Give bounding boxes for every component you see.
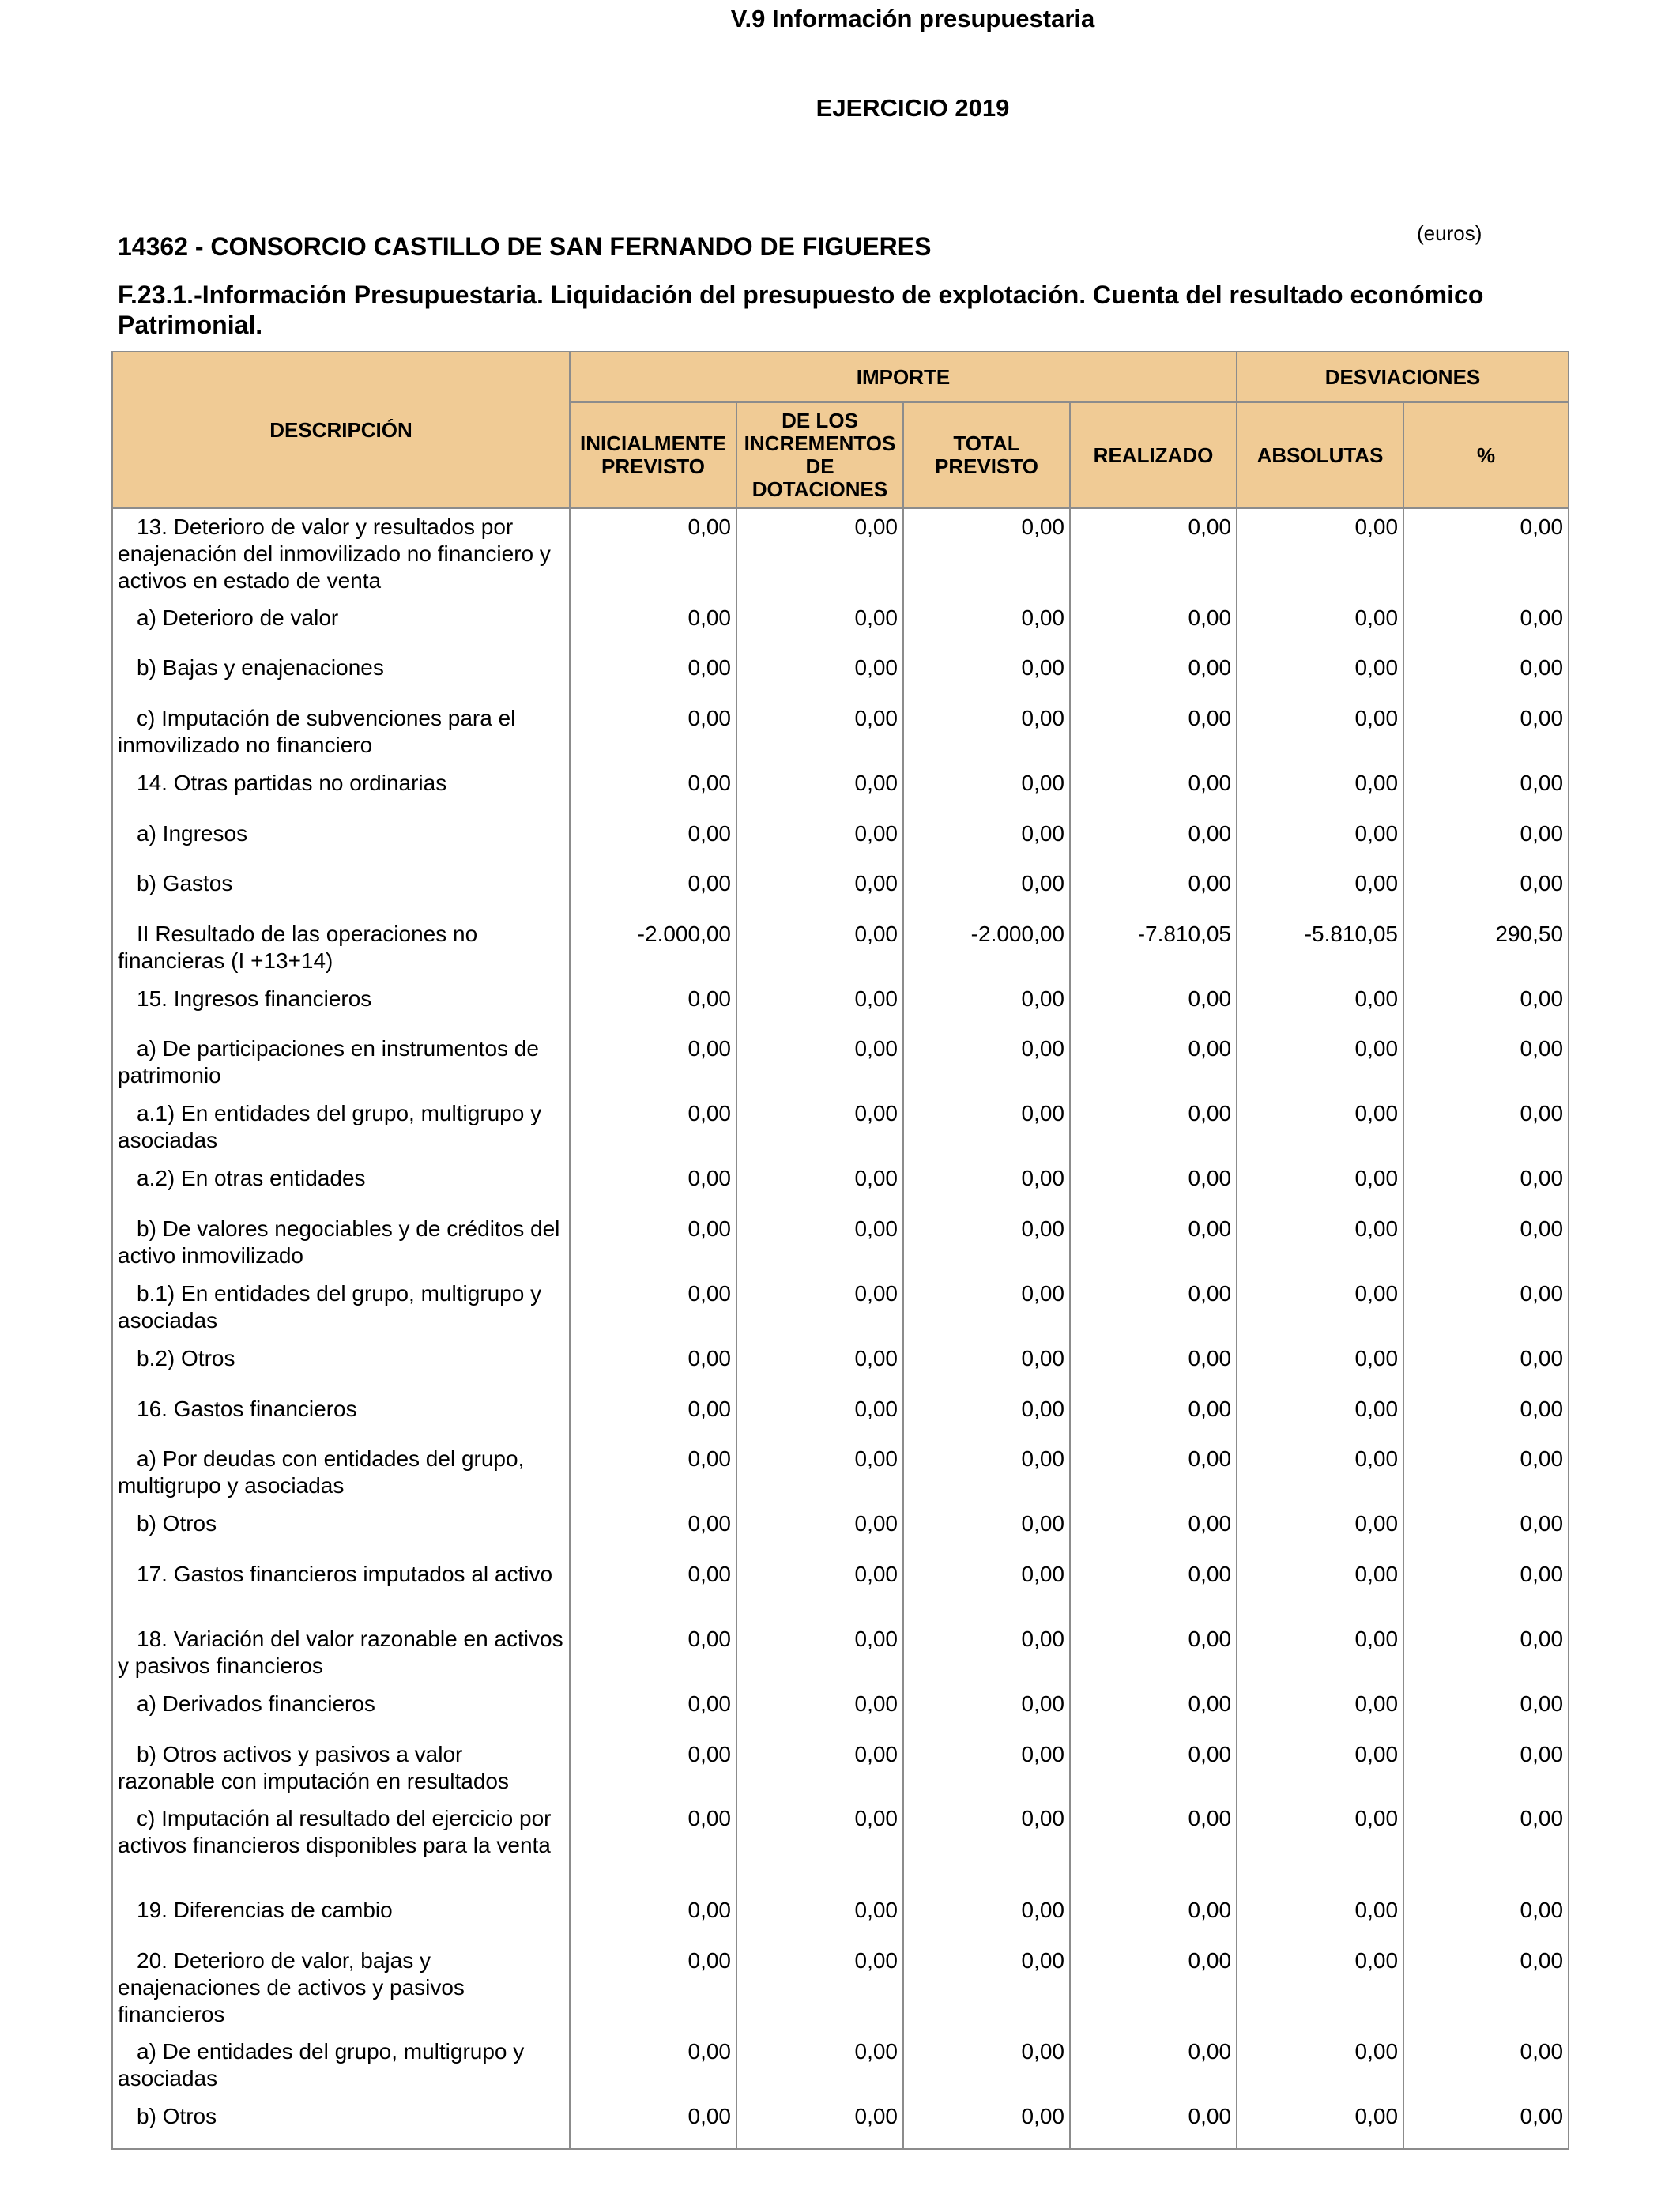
header-total-previsto: TOTAL PREVISTO (903, 402, 1070, 508)
cell-realizado: 0,00 (1070, 1736, 1237, 1800)
header-importe: IMPORTE (570, 352, 1237, 402)
row-description (112, 1276, 570, 1340)
cell-incrementos-dotaciones: 0,00 (736, 816, 903, 865)
cell-incrementos-dotaciones: 0,00 (736, 1686, 903, 1736)
cell-incrementos-dotaciones: 0,00 (736, 1160, 903, 1211)
cell-total-previsto: 0,00 (903, 1686, 1070, 1736)
row-description (112, 1031, 570, 1095)
cell-inicialmente-previsto: 0,00 (570, 700, 736, 765)
cell-realizado: 0,00 (1070, 700, 1237, 765)
row-description (112, 650, 570, 700)
header-realizado: REALIZADO (1070, 402, 1237, 508)
table-row (112, 981, 1569, 1031)
cell-incrementos-dotaciones: 0,00 (736, 2098, 903, 2149)
cell-total-previsto: 0,00 (903, 1095, 1070, 1160)
cell-realizado: 0,00 (1070, 1892, 1237, 1943)
row-description-text: b) De valores negociables y de créditos del activo inmovilizado (118, 1216, 560, 1268)
cell-percent: 0,00 (1403, 1686, 1569, 1736)
cell-inicialmente-previsto: 0,00 (570, 816, 736, 865)
cell-inicialmente-previsto: 0,00 (570, 1340, 736, 1391)
cell-absolutas: 0,00 (1237, 1276, 1403, 1340)
cell-absolutas: 0,00 (1237, 1340, 1403, 1391)
cell-inicialmente-previsto: 0,00 (570, 1095, 736, 1160)
cell-incrementos-dotaciones: 0,00 (736, 1391, 903, 1441)
cell-absolutas: 0,00 (1237, 1943, 1403, 2034)
cell-total-previsto: 0,00 (903, 1211, 1070, 1276)
table-row (112, 1095, 1569, 1160)
cell-realizado: 0,00 (1070, 650, 1237, 700)
cell-incrementos-dotaciones: 0,00 (736, 981, 903, 1031)
table-row (112, 700, 1569, 765)
cell-incrementos-dotaciones: 0,00 (736, 916, 903, 981)
cell-incrementos-dotaciones: 0,00 (736, 1943, 903, 2034)
cell-percent: 0,00 (1403, 2034, 1569, 2098)
cell-realizado: 0,00 (1070, 981, 1237, 1031)
cell-total-previsto: 0,00 (903, 2034, 1070, 2098)
cell-percent: 0,00 (1403, 765, 1569, 816)
row-description (112, 1160, 570, 1211)
cell-percent: 0,00 (1403, 1211, 1569, 1276)
exercise-title: EJERCICIO 2019 (816, 94, 1010, 122)
table-row (112, 1800, 1569, 1892)
cell-incrementos-dotaciones: 0,00 (736, 1736, 903, 1800)
table-row (112, 865, 1569, 916)
cell-percent: 0,00 (1403, 1556, 1569, 1621)
table-row (112, 1211, 1569, 1276)
cell-total-previsto: 0,00 (903, 1506, 1070, 1556)
cell-realizado: 0,00 (1070, 508, 1237, 600)
cell-inicialmente-previsto: 0,00 (570, 1943, 736, 2034)
cell-incrementos-dotaciones: 0,00 (736, 700, 903, 765)
cell-inicialmente-previsto: 0,00 (570, 2098, 736, 2149)
cell-inicialmente-previsto: 0,00 (570, 1686, 736, 1736)
table-row (112, 1736, 1569, 1800)
cell-inicialmente-previsto: 0,00 (570, 865, 736, 916)
cell-realizado: 0,00 (1070, 1391, 1237, 1441)
entity-title: 14362 - CONSORCIO CASTILLO DE SAN FERNANDO DE FIGUERES (118, 232, 932, 261)
cell-realizado: 0,00 (1070, 1556, 1237, 1621)
cell-total-previsto: 0,00 (903, 865, 1070, 916)
cell-realizado: 0,00 (1070, 2098, 1237, 2149)
cell-incrementos-dotaciones: 0,00 (736, 1892, 903, 1943)
row-description-text: b) Otros (137, 2104, 217, 2128)
table-row (112, 765, 1569, 816)
row-description-text: II Resultado de las operaciones no financieras (I +13+14) (118, 922, 478, 973)
cell-absolutas: 0,00 (1237, 1095, 1403, 1160)
cell-inicialmente-previsto: 0,00 (570, 1160, 736, 1211)
cell-inicialmente-previsto: 0,00 (570, 1621, 736, 1686)
table-row (112, 1340, 1569, 1391)
row-description-text: a.2) En otras entidades (137, 1166, 366, 1190)
cell-incrementos-dotaciones: 0,00 (736, 865, 903, 916)
table-row (112, 1160, 1569, 1211)
cell-inicialmente-previsto: -2.000,00 (570, 916, 736, 981)
cell-absolutas: 0,00 (1237, 816, 1403, 865)
budget-table (111, 351, 1569, 2150)
row-description (112, 1506, 570, 1556)
table-row (112, 1441, 1569, 1506)
cell-absolutas: 0,00 (1237, 600, 1403, 650)
row-description (112, 1800, 570, 1892)
cell-total-previsto: 0,00 (903, 700, 1070, 765)
row-description (112, 816, 570, 865)
cell-percent: 0,00 (1403, 1160, 1569, 1211)
cell-absolutas: 0,00 (1237, 981, 1403, 1031)
cell-total-previsto: 0,00 (903, 1391, 1070, 1441)
row-description-text: 17. Gastos financieros imputados al activo (137, 1562, 553, 1586)
cell-percent: 0,00 (1403, 1943, 1569, 2034)
table-row (112, 2098, 1569, 2149)
cell-total-previsto: -2.000,00 (903, 916, 1070, 981)
cell-total-previsto: 0,00 (903, 1340, 1070, 1391)
row-description (112, 765, 570, 816)
header-incrementos-dotaciones: DE LOS INCREMENTOS DE DOTACIONES (736, 402, 903, 508)
cell-total-previsto: 0,00 (903, 1736, 1070, 1800)
table-row (112, 2034, 1569, 2098)
header-desviaciones: DESVIACIONES (1237, 352, 1569, 402)
table-row (112, 916, 1569, 981)
cell-incrementos-dotaciones: 0,00 (736, 600, 903, 650)
row-description (112, 1095, 570, 1160)
table-row (112, 1391, 1569, 1441)
row-description-text: c) Imputación de subvenciones para el inmovilizado no financiero (118, 706, 516, 757)
cell-total-previsto: 0,00 (903, 816, 1070, 865)
cell-percent: 0,00 (1403, 981, 1569, 1031)
cell-total-previsto: 0,00 (903, 1441, 1070, 1506)
table-row (112, 1031, 1569, 1095)
row-description (112, 1943, 570, 2034)
cell-incrementos-dotaciones: 0,00 (736, 1556, 903, 1621)
cell-absolutas: 0,00 (1237, 765, 1403, 816)
table-row (112, 1621, 1569, 1686)
cell-realizado: 0,00 (1070, 1441, 1237, 1506)
cell-percent: 0,00 (1403, 1506, 1569, 1556)
header-absolutas: ABSOLUTAS (1237, 402, 1403, 508)
cell-inicialmente-previsto: 0,00 (570, 1556, 736, 1621)
cell-realizado: 0,00 (1070, 1031, 1237, 1095)
cell-inicialmente-previsto: 0,00 (570, 508, 736, 600)
row-description-text: a) De participaciones en instrumentos de patrimonio (118, 1036, 539, 1088)
table-row (112, 1276, 1569, 1340)
cell-realizado: 0,00 (1070, 1506, 1237, 1556)
table-row (112, 600, 1569, 650)
cell-total-previsto: 0,00 (903, 1943, 1070, 2034)
cell-inicialmente-previsto: 0,00 (570, 1211, 736, 1276)
cell-absolutas: 0,00 (1237, 1621, 1403, 1686)
table-row (112, 816, 1569, 865)
row-description-text: 13. Deterioro de valor y resultados por enajenación del inmovilizado no financiero y activos en estado de venta (118, 515, 551, 593)
cell-inicialmente-previsto: 0,00 (570, 600, 736, 650)
cell-inicialmente-previsto: 0,00 (570, 2034, 736, 2098)
row-description (112, 1736, 570, 1800)
cell-absolutas: 0,00 (1237, 1506, 1403, 1556)
table-header (112, 352, 1569, 508)
row-description (112, 1686, 570, 1736)
cell-absolutas: -5.810,05 (1237, 916, 1403, 981)
header-percent: % (1403, 402, 1569, 508)
cell-absolutas: 0,00 (1237, 865, 1403, 916)
cell-absolutas: 0,00 (1237, 1031, 1403, 1095)
row-description-text: 16. Gastos financieros (137, 1397, 357, 1421)
cell-percent: 0,00 (1403, 2098, 1569, 2149)
cell-incrementos-dotaciones: 0,00 (736, 650, 903, 700)
cell-inicialmente-previsto: 0,00 (570, 1031, 736, 1095)
section-title: V.9 Información presupuestaria (730, 5, 1095, 32)
cell-realizado: 0,00 (1070, 600, 1237, 650)
cell-total-previsto: 0,00 (903, 1892, 1070, 1943)
cell-total-previsto: 0,00 (903, 1160, 1070, 1211)
row-description (112, 2034, 570, 2098)
cell-percent: 0,00 (1403, 1340, 1569, 1391)
cell-absolutas: 0,00 (1237, 2098, 1403, 2149)
cell-total-previsto: 0,00 (903, 981, 1070, 1031)
table-row (112, 1943, 1569, 2034)
cell-realizado: 0,00 (1070, 1621, 1237, 1686)
row-description-text: b.2) Otros (137, 1346, 235, 1370)
cell-inicialmente-previsto: 0,00 (570, 1892, 736, 1943)
cell-total-previsto: 0,00 (903, 1556, 1070, 1621)
row-description (112, 916, 570, 981)
cell-realizado: 0,00 (1070, 1160, 1237, 1211)
cell-percent: 0,00 (1403, 1736, 1569, 1800)
cell-incrementos-dotaciones: 0,00 (736, 1621, 903, 1686)
row-description-text: a) De entidades del grupo, multigrupo y asociadas (118, 2039, 525, 2090)
row-description (112, 1340, 570, 1391)
row-description-text: b) Otros activos y pasivos a valor razonable con imputación en resultados (118, 1742, 509, 1793)
cell-percent: 0,00 (1403, 1031, 1569, 1095)
cell-absolutas: 0,00 (1237, 700, 1403, 765)
cell-absolutas: 0,00 (1237, 1441, 1403, 1506)
cell-absolutas: 0,00 (1237, 1160, 1403, 1211)
table-row (112, 650, 1569, 700)
row-description (112, 508, 570, 600)
cell-realizado: -7.810,05 (1070, 916, 1237, 981)
cell-percent: 0,00 (1403, 508, 1569, 600)
table-row (112, 1892, 1569, 1943)
row-description-text: a) Derivados financieros (137, 1691, 375, 1716)
cell-incrementos-dotaciones: 0,00 (736, 1441, 903, 1506)
cell-incrementos-dotaciones: 0,00 (736, 1095, 903, 1160)
row-description-text: b.1) En entidades del grupo, multigrupo y asociadas (118, 1281, 542, 1333)
cell-incrementos-dotaciones: 0,00 (736, 1211, 903, 1276)
cell-total-previsto: 0,00 (903, 1621, 1070, 1686)
cell-incrementos-dotaciones: 0,00 (736, 1276, 903, 1340)
cell-realizado: 0,00 (1070, 765, 1237, 816)
cell-percent: 0,00 (1403, 1441, 1569, 1506)
cell-absolutas: 0,00 (1237, 2034, 1403, 2098)
cell-incrementos-dotaciones: 0,00 (736, 1506, 903, 1556)
cell-total-previsto: 0,00 (903, 765, 1070, 816)
row-description-text: 20. Deterioro de valor, bajas y enajenaciones de activos y pasivos financieros (118, 1948, 465, 2026)
row-description-text: b) Otros (137, 1511, 217, 1536)
cell-percent: 0,00 (1403, 600, 1569, 650)
row-description (112, 981, 570, 1031)
cell-incrementos-dotaciones: 0,00 (736, 765, 903, 816)
cell-inicialmente-previsto: 0,00 (570, 765, 736, 816)
table-body (112, 508, 1569, 2149)
cell-incrementos-dotaciones: 0,00 (736, 2034, 903, 2098)
row-description-text: a) Por deudas con entidades del grupo, multigrupo y asociadas (118, 1446, 525, 1498)
cell-total-previsto: 0,00 (903, 600, 1070, 650)
cell-incrementos-dotaciones: 0,00 (736, 1800, 903, 1892)
cell-realizado: 0,00 (1070, 1800, 1237, 1892)
cell-realizado: 0,00 (1070, 1686, 1237, 1736)
cell-absolutas: 0,00 (1237, 650, 1403, 700)
row-description (112, 600, 570, 650)
header-inicialmente-previsto: INICIALMENTE PREVISTO (570, 402, 736, 508)
units-label: (euros) (1417, 221, 1482, 245)
cell-total-previsto: 0,00 (903, 650, 1070, 700)
cell-realizado: 0,00 (1070, 1211, 1237, 1276)
header-description: DESCRIPCIÓN (112, 352, 570, 508)
cell-inicialmente-previsto: 0,00 (570, 1800, 736, 1892)
cell-total-previsto: 0,00 (903, 1031, 1070, 1095)
cell-percent: 0,00 (1403, 1095, 1569, 1160)
cell-absolutas: 0,00 (1237, 1556, 1403, 1621)
cell-inicialmente-previsto: 0,00 (570, 650, 736, 700)
row-description (112, 1621, 570, 1686)
cell-absolutas: 0,00 (1237, 1736, 1403, 1800)
table-row (112, 1686, 1569, 1736)
cell-percent: 0,00 (1403, 650, 1569, 700)
row-description-text: a) Ingresos (137, 821, 248, 846)
cell-percent: 0,00 (1403, 700, 1569, 765)
table-row (112, 1506, 1569, 1556)
cell-absolutas: 0,00 (1237, 508, 1403, 600)
cell-absolutas: 0,00 (1237, 1892, 1403, 1943)
row-description (112, 700, 570, 765)
cell-absolutas: 0,00 (1237, 1686, 1403, 1736)
cell-percent: 0,00 (1403, 1621, 1569, 1686)
cell-inicialmente-previsto: 0,00 (570, 1736, 736, 1800)
row-description-text: 15. Ingresos financieros (137, 986, 372, 1011)
cell-realizado: 0,00 (1070, 816, 1237, 865)
row-description (112, 2098, 570, 2149)
row-description-text: 19. Diferencias de cambio (137, 1898, 393, 1922)
cell-incrementos-dotaciones: 0,00 (736, 508, 903, 600)
cell-realizado: 0,00 (1070, 865, 1237, 916)
row-description (112, 1211, 570, 1276)
row-description-text: c) Imputación al resultado del ejercicio por activos financieros disponibles para la venta (118, 1806, 552, 1857)
report-title: F.23.1.-Información Presupuestaria. Liquidación del presupuesto de explotación. Cuenta del resultado económico Patrimonial. (118, 281, 1484, 339)
cell-total-previsto: 0,00 (903, 1276, 1070, 1340)
cell-inicialmente-previsto: 0,00 (570, 981, 736, 1031)
row-description (112, 1441, 570, 1506)
cell-realizado: 0,00 (1070, 1943, 1237, 2034)
row-description (112, 1556, 570, 1621)
row-description (112, 1892, 570, 1943)
cell-absolutas: 0,00 (1237, 1211, 1403, 1276)
cell-total-previsto: 0,00 (903, 508, 1070, 600)
cell-incrementos-dotaciones: 0,00 (736, 1340, 903, 1391)
cell-inicialmente-previsto: 0,00 (570, 1391, 736, 1441)
row-description-text: 18. Variación del valor razonable en activos y pasivos financieros (118, 1627, 563, 1678)
cell-percent: 0,00 (1403, 1800, 1569, 1892)
cell-realizado: 0,00 (1070, 1276, 1237, 1340)
cell-absolutas: 0,00 (1237, 1800, 1403, 1892)
row-description-text: 14. Otras partidas no ordinarias (137, 771, 447, 795)
cell-percent: 0,00 (1403, 816, 1569, 865)
table-row (112, 1556, 1569, 1621)
cell-percent: 290,50 (1403, 916, 1569, 981)
row-description (112, 865, 570, 916)
row-description-text: b) Gastos (137, 871, 233, 895)
row-description-text: b) Bajas y enajenaciones (137, 655, 384, 680)
cell-percent: 0,00 (1403, 1276, 1569, 1340)
row-description (112, 1391, 570, 1441)
cell-total-previsto: 0,00 (903, 1800, 1070, 1892)
cell-percent: 0,00 (1403, 1391, 1569, 1441)
cell-absolutas: 0,00 (1237, 1391, 1403, 1441)
cell-incrementos-dotaciones: 0,00 (736, 1031, 903, 1095)
cell-percent: 0,00 (1403, 1892, 1569, 1943)
row-description-text: a) Deterioro de valor (137, 605, 339, 630)
cell-percent: 0,00 (1403, 865, 1569, 916)
row-description-text: a.1) En entidades del grupo, multigrupo y asociadas (118, 1101, 542, 1152)
cell-realizado: 0,00 (1070, 2034, 1237, 2098)
table-row (112, 508, 1569, 600)
cell-realizado: 0,00 (1070, 1095, 1237, 1160)
cell-inicialmente-previsto: 0,00 (570, 1276, 736, 1340)
cell-total-previsto: 0,00 (903, 2098, 1070, 2149)
cell-realizado: 0,00 (1070, 1340, 1237, 1391)
cell-inicialmente-previsto: 0,00 (570, 1506, 736, 1556)
cell-inicialmente-previsto: 0,00 (570, 1441, 736, 1506)
